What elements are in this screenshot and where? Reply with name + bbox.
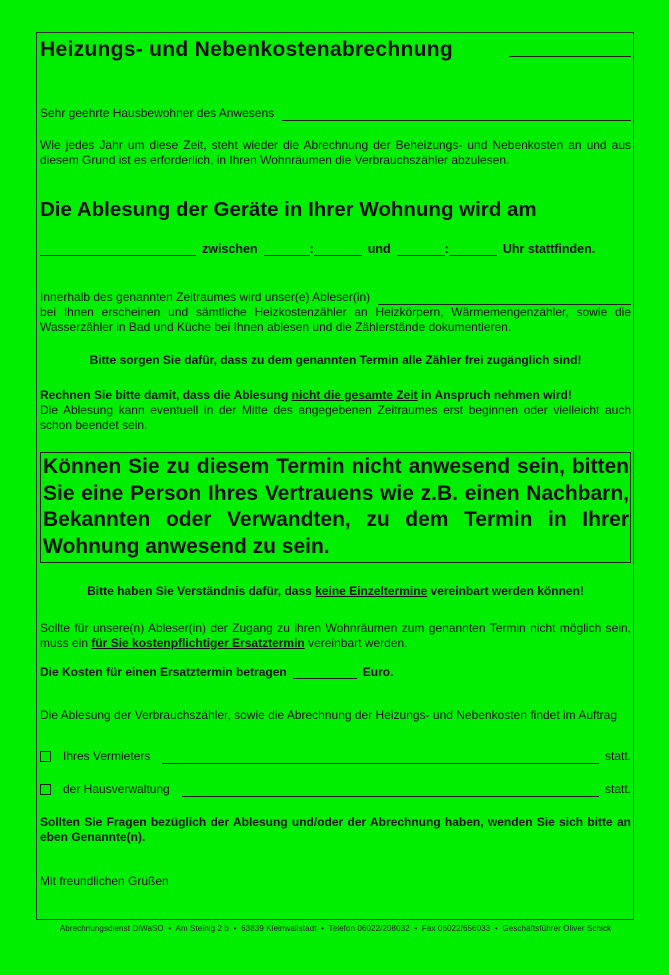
no-individual-underlined: keine Einzeltermine bbox=[315, 584, 428, 598]
replacement-underlined: für Sie kostenpflichtiger Ersatztermin bbox=[91, 636, 305, 650]
greeting-row bbox=[40, 106, 631, 121]
between-label: zwischen bbox=[202, 242, 258, 256]
colon-1: : bbox=[309, 242, 314, 256]
end-label: Uhr stattfinden. bbox=[502, 242, 596, 256]
management-checkbox[interactable] bbox=[40, 784, 51, 795]
title-blank-line[interactable] bbox=[509, 40, 631, 57]
management-suffix: statt. bbox=[604, 782, 631, 796]
duration-part2: in Anspruch nehmen wird! bbox=[417, 388, 572, 402]
landlord-name-field[interactable] bbox=[162, 753, 599, 764]
date-field[interactable] bbox=[40, 243, 196, 256]
time-row bbox=[40, 242, 631, 256]
end-minute-field[interactable] bbox=[449, 243, 497, 256]
order-text: Die Ablesung der Verbrauchszähler, sowie die Abrechnung der Heizungs- und Nebenkosten findet im Auftrag bbox=[40, 708, 618, 722]
absence-notice-box bbox=[40, 452, 631, 563]
no-individual-part2: vereinbart werden können! bbox=[427, 584, 584, 598]
landlord-checkbox[interactable] bbox=[40, 751, 51, 762]
landlord-suffix: statt. bbox=[604, 749, 631, 763]
landlord-label: Ihres Vermieters bbox=[63, 749, 151, 763]
closing-text: Mit freundlichen Grüßen bbox=[40, 874, 169, 888]
headline: Die Ablesung der Geräte in Ihrer Wohnung wird am bbox=[40, 198, 537, 221]
period-text: bei Ihnen erscheinen und sämtliche Heizkostenzähler an Heizkörpern, Wärmemengenzähler, sowie die Wasserzähler in Bad und Küche bei Ihnen ablesen und die Zählerstände dokumentieren. bbox=[40, 305, 631, 334]
start-minute-field[interactable] bbox=[314, 243, 362, 256]
start-hour-field[interactable] bbox=[264, 243, 310, 256]
management-label: der Hausverwaltung bbox=[63, 782, 170, 796]
absence-notice-text: Können Sie zu diesem Termin nicht anwesend sein, bitten Sie eine Person Ihres Vertrauens wie z.B. einen Nachbarn, Bekannten oder Verwandten, zu dem Termin in Ihrer Wohnung anwesend zu sein. bbox=[43, 455, 629, 558]
reader-name-field[interactable] bbox=[378, 294, 631, 305]
cost-row bbox=[40, 665, 393, 679]
greeting-text: Sehr geehrte Hausbewohner des Anwesens bbox=[40, 106, 275, 120]
end-hour-field[interactable] bbox=[397, 243, 445, 256]
questions-notice: Sollten Sie Fragen bezüglich der Ablesung und/oder der Abrechnung haben, wenden Sie sich bitte an eben Genannte(n). bbox=[40, 815, 631, 844]
and-label: und bbox=[367, 242, 391, 256]
no-individual-notice bbox=[40, 584, 631, 598]
period-row bbox=[40, 290, 631, 305]
colon-2: : bbox=[444, 242, 449, 256]
intro-paragraph: Wie jedes Jahr um diese Zeit, steht wieder die Abrechnung der Beheizungs- und Nebenkosten an und aus diesem Grund ist es erforderlich, in Ihren Wohnräumen die Verbrauchszähler abzulesen. bbox=[40, 138, 631, 167]
option-landlord-row bbox=[40, 749, 631, 764]
document-title: Heizungs- und Nebenkostenabrechnung bbox=[40, 38, 454, 61]
access-notice: Bitte sorgen Sie dafür, dass zu dem genannten Termin alle Zähler frei zugänglich sind! bbox=[89, 353, 582, 367]
duration-text: Die Ablesung kann eventuell in der Mitte des angegebenen Zeitraumes erst beginnen oder vielleicht auch schon beendet sein. bbox=[40, 403, 631, 432]
period-label: Innerhalb des genannten Zeitraumes wird unser(e) Ableser(in) bbox=[40, 290, 371, 304]
no-individual-part1: Bitte haben Sie Verständnis dafür, dass bbox=[87, 584, 316, 598]
cost-amount-field[interactable] bbox=[293, 667, 357, 679]
option-management-row bbox=[40, 782, 631, 797]
duration-underlined: nicht die gesamte Zeit bbox=[291, 388, 418, 402]
property-address-field[interactable] bbox=[282, 110, 631, 121]
replacement-part2: vereinbart werden. bbox=[304, 636, 408, 650]
duration-notice bbox=[40, 388, 631, 402]
duration-part1: Rechnen Sie bitte damit, dass die Ablesung bbox=[40, 388, 292, 402]
replacement-part1: Sollte für unsere(n) Ableser(in) der Zugang zu ihren Wohnräumen zum genannten Termin nicht möglich sein, muss ein bbox=[40, 621, 631, 650]
cost-label: Die Kosten für einen Ersatztermin betragen bbox=[40, 665, 287, 679]
footer-contact: Abrechnungsdienst DiWaSO • Am Steinig 2 b • 63839 Kleinwallstadt • Telefon 06022/208032 • Fax 06022/656033 • Geschäftsführer Oliver Schick bbox=[59, 924, 612, 933]
replacement-notice bbox=[40, 621, 631, 651]
cost-currency: Euro. bbox=[362, 665, 394, 679]
management-name-field[interactable] bbox=[182, 786, 599, 797]
